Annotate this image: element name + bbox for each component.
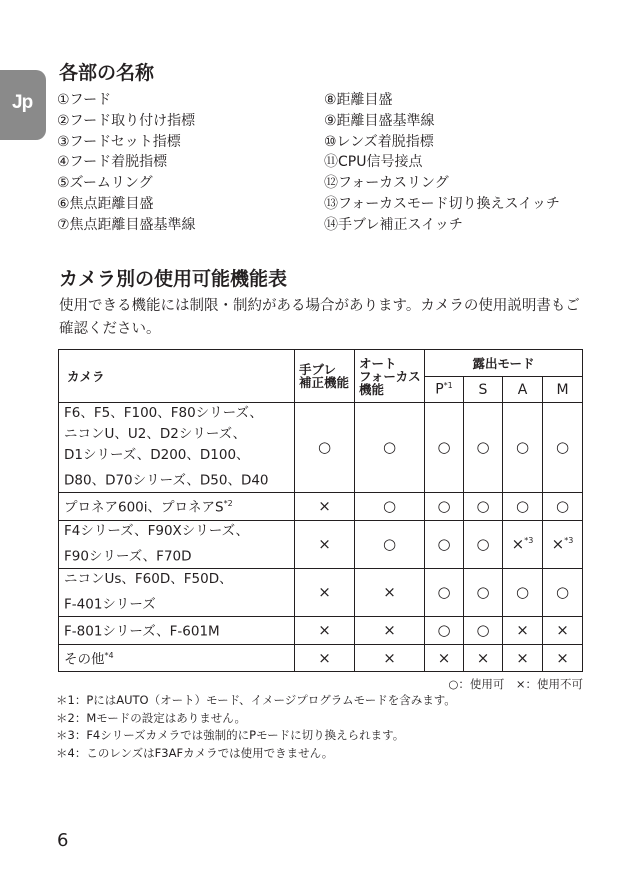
camera-cell: F4シリーズ、F90Xシリーズ、 F90シリーズ、F70D — [59, 520, 295, 568]
vr-cell: × — [295, 492, 355, 520]
part-item: ⑦焦点距離目盛基準線 — [57, 216, 196, 233]
table-row — [59, 616, 583, 644]
compatibility-table — [58, 349, 583, 672]
s-cell: ○ — [464, 616, 503, 644]
table-row — [59, 403, 583, 493]
af-cell: ○ — [355, 492, 425, 520]
s-cell: × — [464, 644, 503, 671]
p-cell: × — [425, 644, 464, 671]
camera-cell: その他$^{*4}$ — [59, 644, 295, 671]
table-row — [59, 568, 583, 616]
s-cell: ○ — [464, 568, 503, 616]
camera-cell: F6、F5、F100、F80シリーズ、 ニコンU、U2、D2シリーズ、 D1シリーズ、D200、D100、 D80、D70シリーズ、D50、D40 — [59, 403, 295, 493]
a-cell: × — [503, 616, 543, 644]
footnote: ＊3：F4シリーズカメラでは強制的にPモードに切り換えられます。 — [56, 728, 405, 742]
parts-list-right — [324, 90, 560, 236]
a-cell: × — [503, 644, 543, 671]
footnote: ＊2：Mモードの設定はありません。 — [56, 710, 246, 725]
part-item: ⑫フォーカスリング — [324, 175, 449, 192]
table-row — [59, 492, 583, 520]
af-cell: × — [355, 644, 425, 671]
intro-text: 使用できる機能には制限・制約がある場合があります。カメラの使用説明書もご確認ください。 — [59, 298, 580, 337]
vr-cell: × — [295, 568, 355, 616]
a-cell: ×$^{*3}$ — [503, 520, 543, 568]
m-cell: ×$^{*3}$ — [543, 520, 583, 568]
header-mode-p: $P^{*1}$ — [425, 377, 464, 403]
header-vr: 手ブレ 補正機能 — [295, 350, 355, 403]
footnote: ＊4：このレンズはF3AFカメラでは使用できません。 — [56, 745, 334, 760]
af-cell: ○ — [355, 520, 425, 568]
part-item: ⑥焦点距離目盛 — [57, 195, 154, 212]
part-item: ⑬フォーカスモード切り換えスイッチ — [324, 195, 560, 212]
table-row — [59, 644, 583, 671]
vr-cell: × — [295, 616, 355, 644]
camera-cell: プロネア600i、プロネア$S^{*2}$ — [59, 492, 295, 520]
camera-cell: ニコンUs、F60D、F50D、 F-401シリーズ — [59, 568, 295, 616]
m-cell: ○ — [543, 568, 583, 616]
vr-cell: ○ — [295, 403, 355, 493]
header-exposure-mode: 露出モード — [425, 350, 583, 377]
footnote: ＊1：PにはAUTO（オート）モード、イメージプログラムモードを含みます。 — [56, 693, 456, 707]
section-title-part-names: 各部の名称 — [59, 62, 155, 84]
page-number: 6 — [57, 830, 69, 851]
s-cell: ○ — [464, 403, 503, 493]
part-item: ⑪CPU信号接点 — [324, 154, 423, 171]
af-cell: × — [355, 568, 425, 616]
p-cell: ○ — [425, 492, 464, 520]
a-cell: ○ — [503, 492, 543, 520]
m-cell: × — [543, 616, 583, 644]
part-item: ③フードセット指標 — [57, 133, 181, 150]
footnotes — [56, 692, 456, 762]
header-mode-m: M — [543, 377, 583, 403]
m-cell: ○ — [543, 403, 583, 493]
af-cell: ○ — [355, 403, 425, 493]
language-tab — [0, 70, 46, 140]
p-cell: ○ — [425, 403, 464, 493]
part-item: ⑤ズームリング — [57, 175, 153, 192]
part-item: ①フード — [57, 92, 112, 108]
language-tab-label: Jp — [12, 92, 33, 113]
header-af: オート フォーカス 機能 — [355, 350, 425, 403]
table-legend: ○：使用可 ×：使用不可 — [448, 677, 583, 691]
part-item: ⑭手ブレ補正スイッチ — [324, 216, 463, 233]
s-cell: ○ — [464, 492, 503, 520]
part-item: ④フード着脱指標 — [57, 154, 168, 171]
a-cell: ○ — [503, 403, 543, 493]
vr-cell: × — [295, 644, 355, 671]
p-cell: ○ — [425, 520, 464, 568]
header-camera: カメラ — [59, 350, 295, 403]
p-cell: ○ — [425, 616, 464, 644]
vr-cell: × — [295, 520, 355, 568]
p-cell: ○ — [425, 568, 464, 616]
part-item: ⑧距離目盛 — [324, 92, 393, 108]
m-cell: ○ — [543, 492, 583, 520]
parts-list-left — [57, 90, 196, 236]
part-item: ⑨距離目盛基準線 — [324, 112, 435, 129]
s-cell: ○ — [464, 520, 503, 568]
table-row — [59, 520, 583, 568]
m-cell: × — [543, 644, 583, 671]
part-item: ②フード取り付け指標 — [57, 112, 196, 129]
section-title-compatibility: カメラ別の使用可能機能表 — [59, 268, 288, 290]
header-mode-s: S — [464, 377, 503, 403]
header-mode-a: A — [503, 377, 543, 403]
a-cell: ○ — [503, 568, 543, 616]
camera-cell: F-801シリーズ、F-601M — [59, 616, 295, 644]
af-cell: × — [355, 616, 425, 644]
part-item: ⑩レンズ着脱指標 — [324, 133, 434, 150]
